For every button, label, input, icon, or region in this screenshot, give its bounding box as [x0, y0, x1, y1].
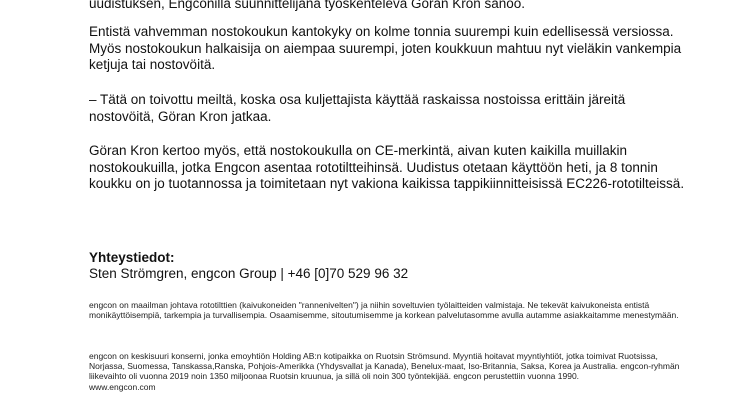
website-link[interactable]: www.engcon.com	[89, 381, 156, 392]
boilerplate-company-block	[89, 351, 689, 392]
contact-block	[89, 250, 408, 282]
quote-paragraph: – Tätä on toivottu meiltä, koska osa kuljettajista käyttää raskaissa nostoissa erittäin järeitä nostovöitä, Göran Kron jatkaa.	[89, 92, 626, 124]
body-paragraph-1: uudistuksen, Engconilla suunnittelijana työskentelevä Göran Kron sanoo.	[89, 0, 526, 11]
contact-heading: Yhteystiedot:	[89, 250, 175, 265]
body-paragraph-2: Entistä vahvemman nostokoukun kantokyky on kolme tonnia suurempi kuin edellisessä versiossa. Myös nostokoukun halkaisija on aiempaa suurempi, joten koukkuun mahtuu nyt vieläkin vankempia ketjuja tai nostovöitä.	[89, 24, 682, 72]
contact-line: Sten Strömgren, engcon Group | +46 [0]70 529 96 32	[89, 266, 409, 281]
body-paragraph-4: Göran Kron kertoo myös, että nostokoukulla on CE-merkintä, aivan kuten kaikilla muillakin nostokoukuilla, jotka Engcon asentaa rototiltteihinsä. Uudistus otetaan käyttöön heti, ja 8 tonnin koukku on jo tuotannossa ja toimitetaan nyt vakiona kaikissa tappikiinnitteisissä EC226-rototilteissä.	[89, 143, 685, 191]
boilerplate-about: engcon on maailman johtava rototilttien (kaivukoneiden "rannenivelten") ja niihin soveltuvien työlaitteiden valmistaja. Ne tekevät kaivukoneista entistä monikäyttöisempiä, tarkempia ja turvallisempia. Osaamisemme, sitoutumisemme ja korkean palvelutasomme avulla autamme asiakkaitamme menestymään.	[89, 300, 679, 321]
boilerplate-company: engcon on keskisuuri konserni, jonka emoyhtiön Holding AB:n kotipaikka on Ruotsin Strömsund. Myyntiä hoitavat myyntiyhtiöt, jotka toimivat Ruotsissa, Norjassa, Suomessa, Tanskassa,Ranska, Pohjois-Amerikka (Yhdysvallat ja Kanada), Benelux-maat, Iso-Britannia, Saksa, Korea ja Australia. engcon-ryhmän liikevaihto oli vuonna 2019 noin 1350 miljoonaa Ruotsin kruunua, ja sillä oli noin 300 työntekijää. engcon perustettiin vuonna 1990.	[89, 351, 680, 382]
